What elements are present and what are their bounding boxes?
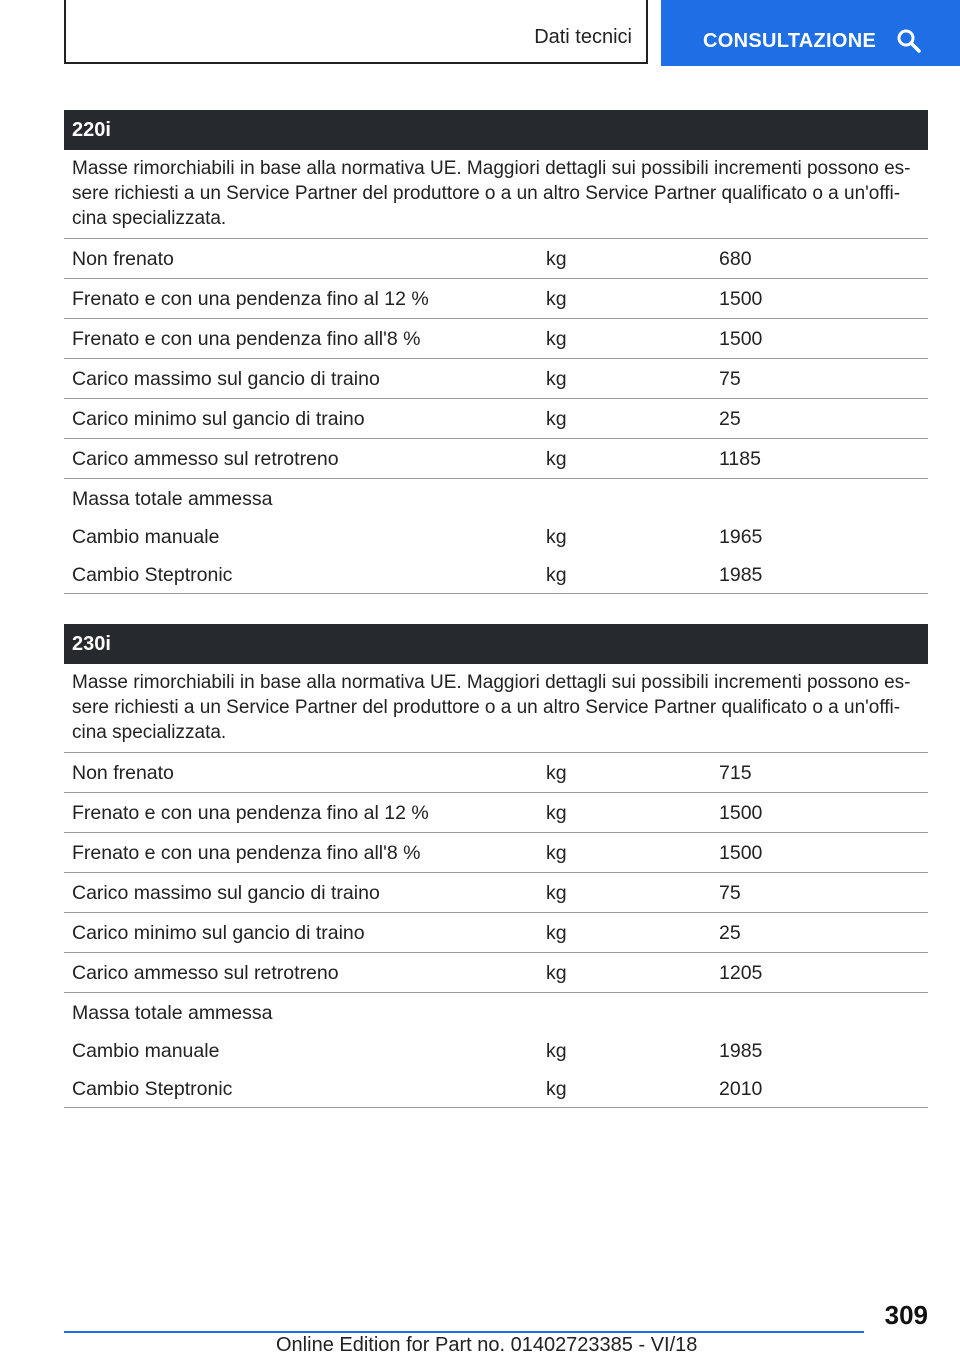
row-label: Non frenato <box>72 248 174 270</box>
row-value: 75 <box>719 368 741 390</box>
page-number: 309 <box>884 1300 928 1330</box>
table-row <box>64 873 928 913</box>
row-value: 75 <box>719 882 741 904</box>
table-row <box>64 1031 928 1069</box>
row-value: 25 <box>719 922 741 944</box>
group-title-row <box>64 993 928 1031</box>
group-title: Massa totale ammessa <box>72 488 273 510</box>
row-value: 1500 <box>719 802 763 824</box>
table-row <box>64 953 928 993</box>
row-unit: kg <box>546 408 567 430</box>
row-unit: kg <box>546 368 567 390</box>
model-heading: 220i <box>64 110 928 150</box>
table-row <box>64 913 928 953</box>
row-label: Cambio Steptronic <box>72 1078 233 1100</box>
row-label: Carico massimo sul gancio di traino <box>72 882 380 904</box>
row-value: 1965 <box>719 526 763 548</box>
row-value: 1205 <box>719 962 763 984</box>
row-label: Non frenato <box>72 762 174 784</box>
model-heading: 230i <box>64 624 928 664</box>
table-row <box>64 439 928 479</box>
row-value: 1500 <box>719 288 763 310</box>
row-label: Carico minimo sul gancio di traino <box>72 408 365 430</box>
row-value: 680 <box>719 248 752 270</box>
row-label: Carico massimo sul gancio di traino <box>72 368 380 390</box>
table-row <box>64 555 928 594</box>
row-label: Frenato e con una pendenza fino all'8 % <box>72 842 421 864</box>
table-row <box>64 793 928 833</box>
row-label: Carico minimo sul gancio di traino <box>72 922 365 944</box>
section-title: Dati tecnici <box>534 26 632 48</box>
row-unit: kg <box>546 1078 567 1100</box>
row-value: 715 <box>719 762 752 784</box>
row-unit: kg <box>546 882 567 904</box>
row-unit: kg <box>546 288 567 310</box>
edition-note: Online Edition for Part no. 01402723385 - VI/18 <box>276 1334 698 1356</box>
row-value: 2010 <box>719 1078 763 1100</box>
table-row <box>64 753 928 793</box>
table-row <box>64 319 928 359</box>
row-unit: kg <box>546 962 567 984</box>
row-unit: kg <box>546 922 567 944</box>
table-row <box>64 517 928 555</box>
row-label: Cambio Steptronic <box>72 564 233 586</box>
section-description: Masse rimorchiabili in base alla normativa UE. Maggiori dettagli sui possibili incrementi possono es-sere richiesti a un Service Partner del produttore o a un altro Service Partner qualificato o a un'offi-cina specializzata. <box>64 664 928 753</box>
row-unit: kg <box>546 564 567 586</box>
row-value: 1500 <box>719 842 763 864</box>
group-title: Massa totale ammessa <box>72 1002 273 1024</box>
consultazione-tab[interactable] <box>661 0 960 66</box>
row-label: Cambio manuale <box>72 1040 220 1062</box>
section-description: Masse rimorchiabili in base alla normativa UE. Maggiori dettagli sui possibili incrementi possono es-sere richiesti a un Service Partner del produttore o a un altro Service Partner qualificato o a un'offi-cina specializzata. <box>64 150 928 239</box>
row-unit: kg <box>546 1040 567 1062</box>
spec-table-230i <box>64 624 928 1108</box>
table-row <box>64 359 928 399</box>
consultazione-tab-label: CONSULTAZIONE <box>703 30 877 52</box>
row-label: Carico ammesso sul retrotreno <box>72 962 339 984</box>
row-unit: kg <box>546 802 567 824</box>
footer-divider <box>64 1331 864 1333</box>
row-value: 1985 <box>719 564 763 586</box>
search-icon[interactable] <box>896 28 922 54</box>
page-header <box>0 0 960 66</box>
row-label: Frenato e con una pendenza fino al 12 % <box>72 288 429 310</box>
table-row <box>64 833 928 873</box>
row-unit: kg <box>546 842 567 864</box>
row-unit: kg <box>546 328 567 350</box>
row-unit: kg <box>546 526 567 548</box>
row-value: 25 <box>719 408 741 430</box>
row-unit: kg <box>546 762 567 784</box>
table-row <box>64 239 928 279</box>
row-unit: kg <box>546 448 567 470</box>
spec-table-220i <box>64 110 928 594</box>
table-row <box>64 279 928 319</box>
row-label: Frenato e con una pendenza fino al 12 % <box>72 802 429 824</box>
section-title-box <box>64 0 648 64</box>
row-label: Carico ammesso sul retrotreno <box>72 448 339 470</box>
row-value: 1185 <box>719 448 761 470</box>
group-title-row <box>64 479 928 517</box>
table-row <box>64 1069 928 1108</box>
row-label: Frenato e con una pendenza fino all'8 % <box>72 328 421 350</box>
row-unit: kg <box>546 248 567 270</box>
row-label: Cambio manuale <box>72 526 220 548</box>
table-row <box>64 399 928 439</box>
row-value: 1985 <box>719 1040 763 1062</box>
row-value: 1500 <box>719 328 763 350</box>
